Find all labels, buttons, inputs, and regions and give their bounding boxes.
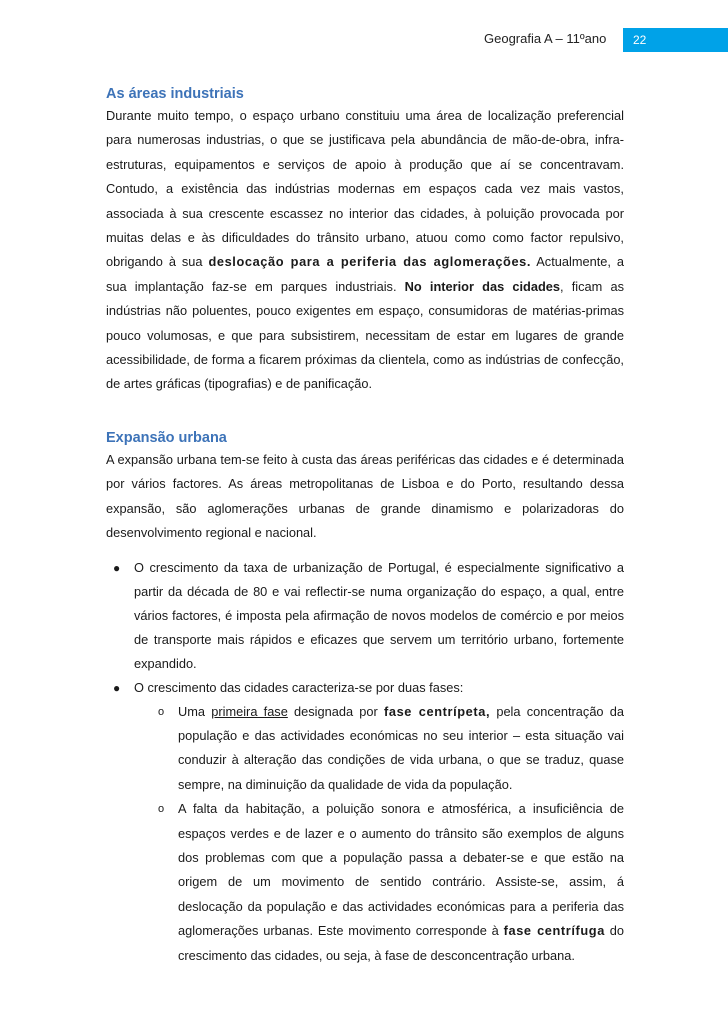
running-header: Geografia A – 11ºano [484,31,607,46]
underlined-phrase: primeira fase [211,703,288,719]
bold-phrase-deslocacao: deslocação para a periferia das aglomerações. [208,254,532,270]
sub-list-item [134,700,624,798]
text-run: Durante muito tempo, o espaço urbano constituiu uma área de localização preferencial para numerosas industrias, o que se justificava pela abundância de mão-de-obra, infra-estruturas, equipamentos e serviços de apoio à produção que aí se concentravam. Contudo, a existência das indústrias modernas em espaços cada vez mais vastos, associada à sua crescente escassez no interior das cidades, à poluição provocada por muitas delas e às dificuldades do trânsito urbano, atuou como como factor repulsivo, obrigando à sua [106,108,624,270]
list-item [106,556,624,676]
industrial-areas-paragraph [106,104,624,397]
bullet-text: O crescimento das cidades caracteriza-se por duas fases: [134,679,464,695]
page-number-badge: 22 [623,28,728,52]
text-run: , ficam as indústrias não poluentes, pouco exigentes em espaço, consumidoras de matérias-primas pouco volumosas, e que para subsistirem, necessitam de estar em lugares de grande acessibilidade, de forma a ficarem próximas da clientela, como as indústrias de confecção, de artes gráficas (tipografias) e de panificação. [106,278,624,392]
sub-bullet-icon: o [158,803,165,816]
bold-phrase-centripeta: fase centrípeta, [383,703,491,719]
text-run: designada por [287,703,384,719]
section-industrial-areas [106,84,624,397]
text-run: do crescimento das cidades, ou seja, à fase de desconcentração urbana. [178,923,625,963]
sub-list [134,700,624,968]
bullet-text: O crescimento da taxa de urbanização de Portugal, é especialmente significativo a partir da década de 80 e vai reflectir-se numa organização do espaço, a qual, entre vários factores, é imposta pela afirmação de novos modelos de comércio e por meios de transporte mais rápidos e eficazes que servem um território urbano, fortemente expandido. [134,559,624,671]
text-run: pela concentração da população e das actividades económicas no seu interior – esta situação vai conduzir à alteração das condições de vida urbana, o que se traduz, quase sempre, na diminuição da qualidade de vida da população. [178,703,624,792]
sub-list-item [134,797,624,968]
text-run: Actualmente, a sua implantação faz-se em parques industriais. [106,254,624,294]
section-title-industrial-areas: As áreas industriais [106,86,244,102]
section-urban-expansion [106,428,624,968]
bullet-icon: ● [113,680,121,695]
bold-phrase-interior: No interior das cidades [404,278,561,294]
sub-bullet-icon: o [158,705,165,718]
bold-phrase-centrifuga: fase centrífuga [503,923,605,939]
text-run: A falta da habitação, a poluição sonora e atmosférica, a insuficiência de espaços verdes e de lazer e o aumento do trânsito são exemplos de alguns dos problemas com que a população passa a debater-se e que estão na origem de um movimento de sentido contrário. Assiste-se, assim, á deslocação da população e das actividades económicas para a periferia das aglomerações urbanas. Este movimento corresponde à [178,801,624,939]
text-run: Uma [178,703,212,719]
bullet-list [106,556,624,968]
urban-expansion-intro: A expansão urbana tem-se feito à custa das áreas periféricas das cidades e é determinada por vários factores. As áreas metropolitanas de Lisboa e do Porto, resultando dessa expansão, são aglomerações urbanas de grande dinamismo e polarizadoras do desenvolvimento regional e nacional. [106,451,624,541]
document-body [106,84,624,968]
section-title-urban-expansion: Expansão urbana [106,429,227,446]
bullet-icon: ● [113,560,121,575]
list-item [106,676,624,968]
